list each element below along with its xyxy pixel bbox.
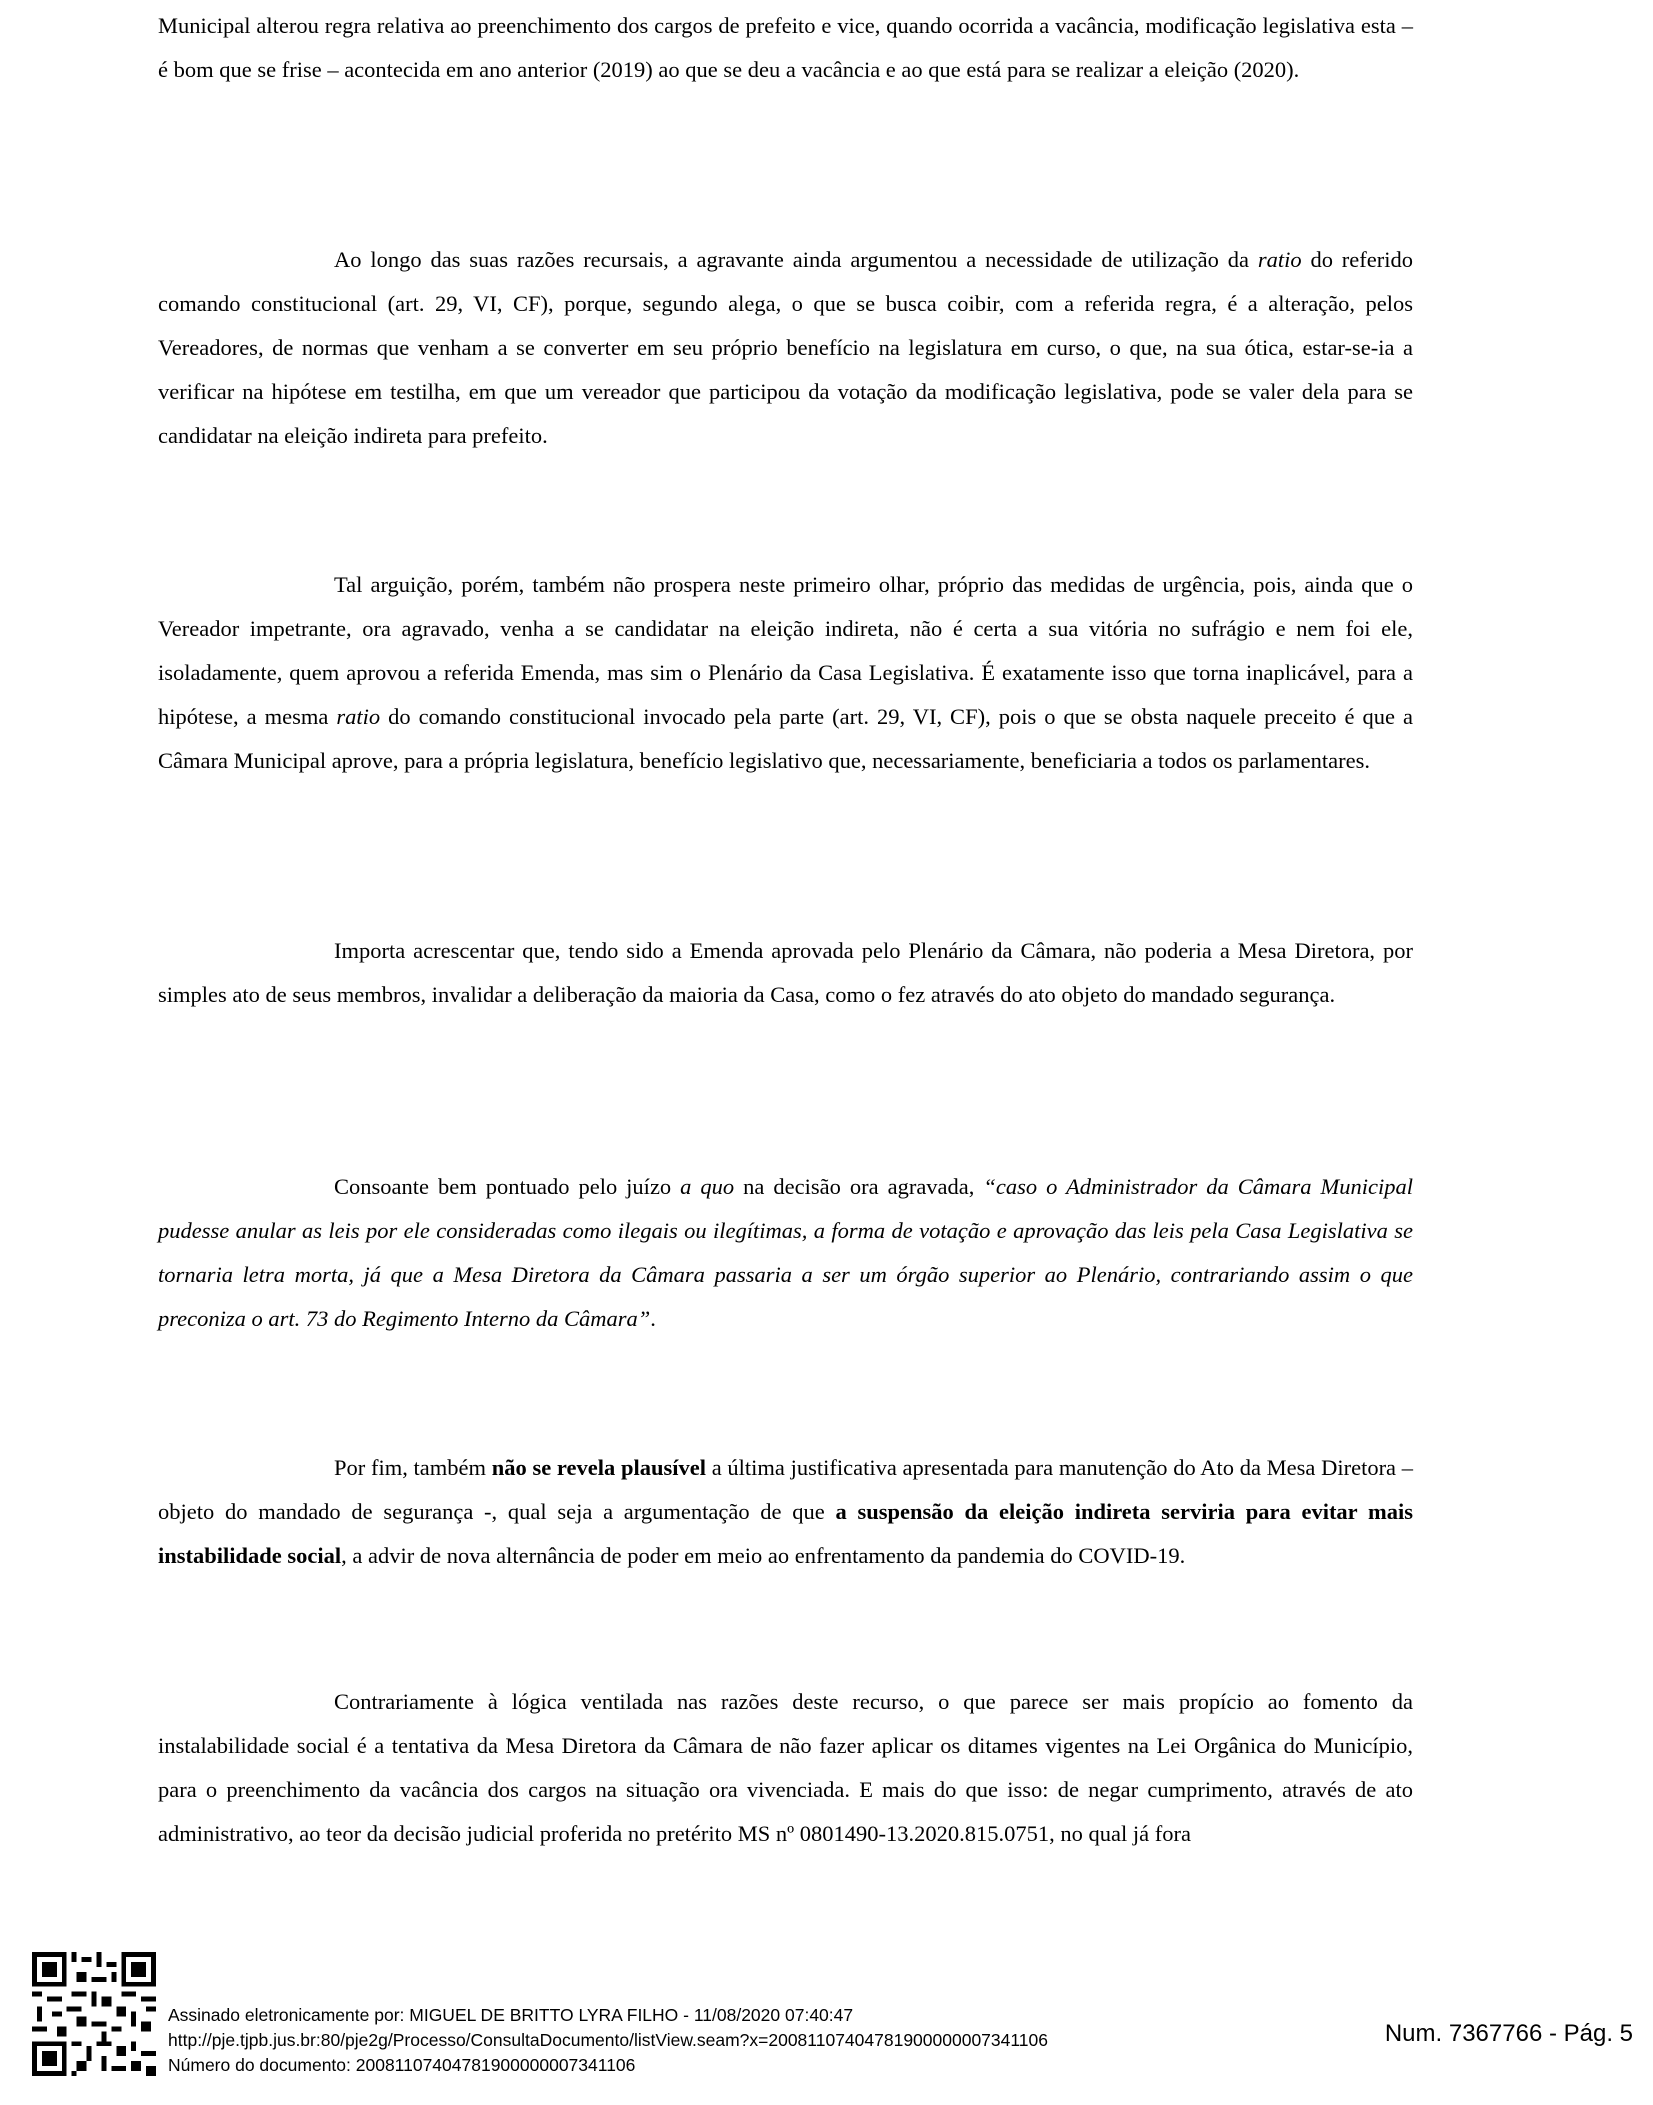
signature-footer	[168, 2003, 1048, 2078]
paragraph-2: Ao longo das suas razões recursais, a agravante ainda argumentou a necessidade de utilização da ratio do referido comando constitucional (art. 29, VI, CF), porque, segundo alega, o que se busca coibir, com a referida regra, é a alteração, pelos Vereadores, de normas que venham a se converter em seu próprio benefício na legislatura em curso, o que, na sua ótica, estar-se-ia a verificar na hipótese em testilha, em que um vereador que participou da votação da modificação legislativa, pode se valer dela para se candidatar na eleição indireta para prefeito.	[158, 247, 1414, 448]
document-number-text: Número do documento: 20081107404781900000007341106	[168, 2055, 636, 2075]
signed-by-text: Assinado eletronicamente por: MIGUEL DE BRITTO LYRA FILHO - 11/08/2020 07:40:47	[168, 2005, 854, 2025]
paragraph-5: Consoante bem pontuado pelo juízo a quo na decisão ora agravada, “caso o Administrador da Câmara Municipal pudesse anular as leis por ele consideradas como ilegais ou ilegítimas, a forma de votação e aprovação das leis pela Casa Legislativa se tornaria letra morta, já que a Mesa Diretora da Câmara passaria a ser um órgão superior ao Plenário, contrariando assim o que preconiza o art. 73 do Regimento Interno da Câmara”.	[158, 1174, 1413, 1331]
paragraph-3: Tal arguição, porém, também não prospera neste primeiro olhar, próprio das medidas de urgência, pois, ainda que o Vereador impetrante, ora agravado, venha a se candidatar na eleição indireta, não é certa a sua vitória no sufrágio e nem foi ele, isoladamente, quem aprovou a referida Emenda, mas sim o Plenário da Casa Legislativa. É exatamente isso que torna inaplicável, para a hipótese, a mesma ratio do comando constitucional invocado pela parte (art. 29, VI, CF), pois o que se obsta naquele preceito é que a Câmara Municipal aprove, para a própria legislatura, benefício legislativo que, necessariamente, beneficiaria a todos os parlamentares.	[158, 572, 1413, 773]
paragraph-4: Importa acrescentar que, tendo sido a Emenda aprovada pelo Plenário da Câmara, não poderia a Mesa Diretora, por simples ato de seus membros, invalidar a deliberação da maioria da Casa, como o fez através do ato objeto do mandado segurança.	[158, 938, 1413, 1007]
paragraph-1: Municipal alterou regra relativa ao preenchimento dos cargos de prefeito e vice, quando ocorrida a vacância, modificação legislativa esta – é bom que se frise – acontecida em ano anterior (2019) ao que se deu a vacância e ao que está para se realizar a eleição (2020).	[158, 13, 1413, 82]
page-number-label: Num. 7367766 - Pág. 5	[1384, 2020, 1633, 2047]
document-url-link[interactable]: http://pje.tjpb.jus.br:80/pje2g/Processo/ConsultaDocumento/listView.seam?x=20081107404781900000007341106	[168, 2030, 1049, 2050]
paragraph-6: Por fim, também não se revela plausível a última justificativa apresentada para manutenção do Ato da Mesa Diretora – objeto do mandado de segurança -, qual seja a argumentação de que a suspensão da eleição indireta serviria para evitar mais instabilidade social, a advir de nova alternância de poder em meio ao enfrentamento da pandemia do COVID-19.	[158, 1455, 1414, 1568]
paragraph-7: Contrariamente à lógica ventilada nas razões deste recurso, o que parece ser mais propício ao fomento da instalabilidade social é a tentativa da Mesa Diretora da Câmara de não fazer aplicar os ditames vigentes na Lei Orgânica do Município, para o preenchimento da vacância dos cargos na situação ora vivenciada. E mais do que isso: de negar cumprimento, através de ato administrativo, ao teor da decisão judicial proferida no pretérito MS nº 0801490-13.2020.815.0751, no qual já fora	[158, 1689, 1413, 1846]
qr-code-icon	[32, 1952, 156, 2076]
